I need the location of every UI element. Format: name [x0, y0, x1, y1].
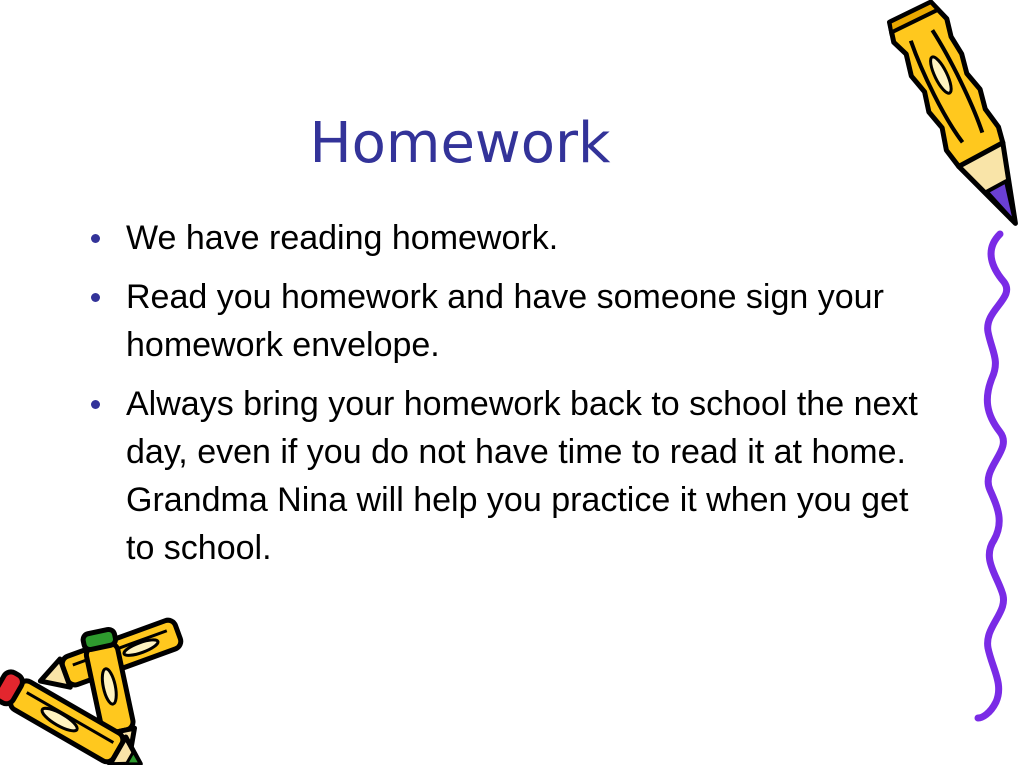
- bullet-item: [88, 273, 928, 369]
- squiggle-decoration: [960, 228, 1020, 723]
- crossed-pencils-icon: [0, 615, 210, 765]
- bullet-text: Always bring your homework back to school the next day, even if you do not have time to read it at home. Grandma Nina will help you practice it when you get to school.: [126, 385, 918, 567]
- bullet-list: [88, 214, 928, 583]
- bullet-dot-icon: [91, 293, 100, 302]
- yellow-pencil-icon: [848, 0, 1018, 250]
- bullet-item: [88, 380, 928, 572]
- bullet-item: [88, 214, 928, 262]
- slide-title: Homework: [309, 111, 611, 176]
- bullet-dot-icon: [91, 400, 100, 409]
- bullet-text: Read you homework and have someone sign your homework envelope.: [126, 278, 884, 364]
- bullet-dot-icon: [91, 234, 100, 243]
- bullet-text: We have reading homework.: [126, 219, 559, 257]
